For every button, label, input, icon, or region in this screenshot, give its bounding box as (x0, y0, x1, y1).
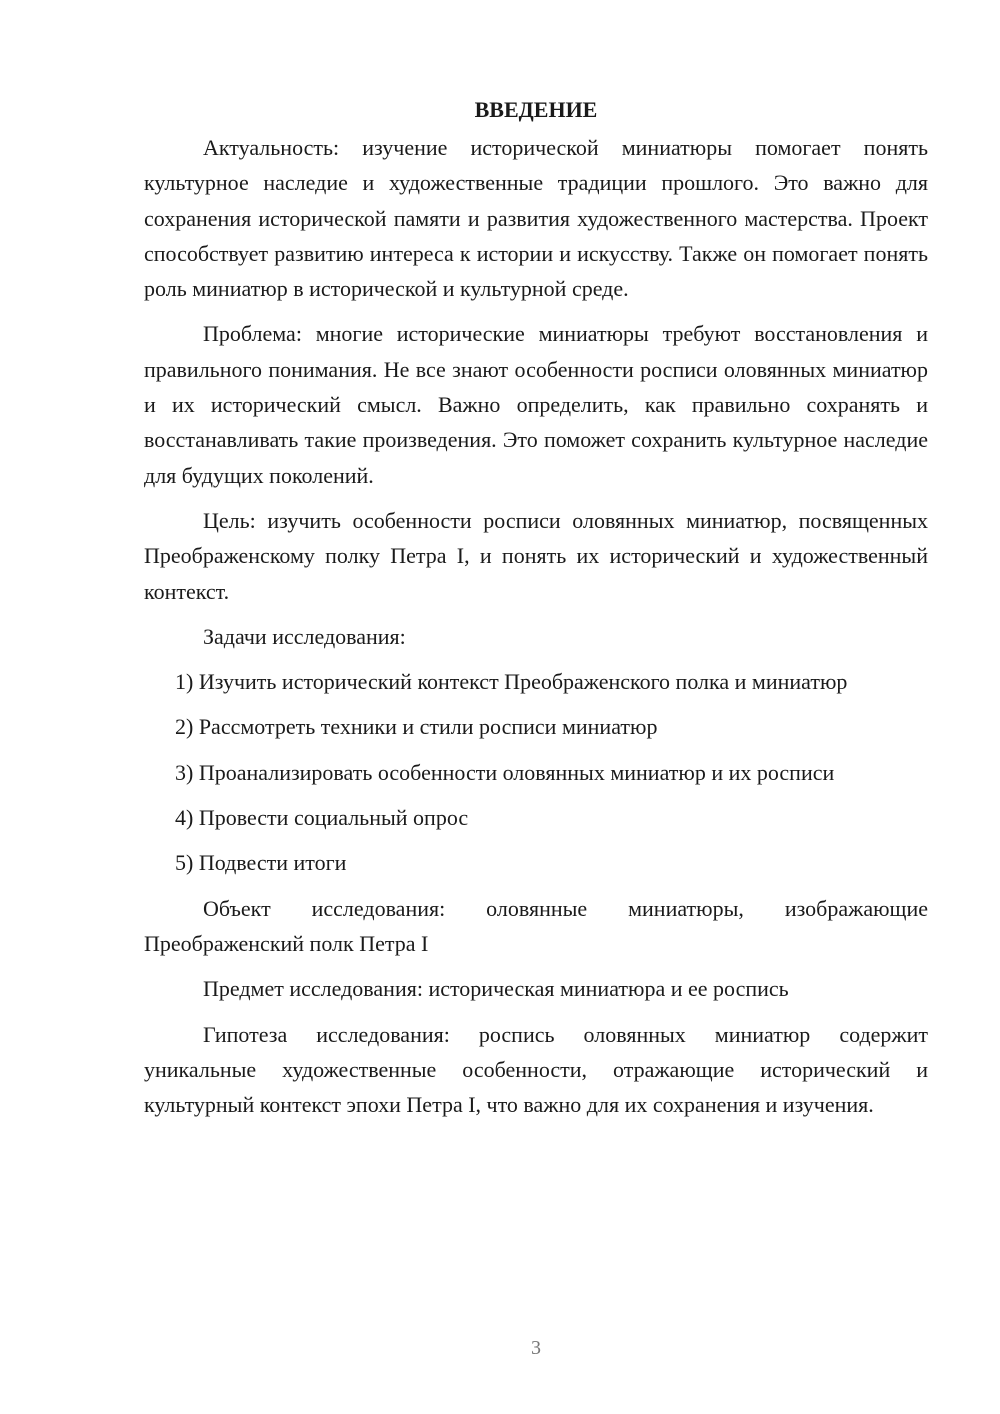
page-content (144, 92, 928, 1122)
hypothesis-paragraph: Гипотеза исследования: роспись оловянных миниатюр содержит уникальные художественные особенности, отражающие исторический и культурный контекст эпохи Петра I, что важно для их сохранения и изучения. (144, 1021, 928, 1118)
goal-paragraph: Цель: изучить особенности росписи оловянных миниатюр, посвященных Преображенскому полку Петра I, и понять их исторический и художественный контекст. (144, 507, 928, 604)
task-item-5: 5) Подвести итоги (175, 850, 347, 876)
problem-paragraph: Проблема: многие исторические миниатюры требуют восстановления и правильного понимания. Не все знают особенности росписи оловянных миниатюр и их исторический смысл. Важно определить, как правильно сохранять и восстанавливать такие произведения. Это поможет сохранить культурное наследие для будущих поколений. (144, 321, 928, 488)
task-item-2: 2) Рассмотреть техники и стили росписи миниатюр (175, 714, 658, 740)
task-item-1: 1) Изучить исторический контекст Преображенского полка и миниатюр (175, 669, 848, 695)
object-paragraph: Объект исследования: оловянные миниатюры, изображающие Преображенский полк Петра I (144, 895, 928, 956)
tasks-heading: Задачи исследования: (203, 623, 406, 649)
subject-paragraph: Предмет исследования: историческая миниатюра и ее роспись (203, 976, 789, 1002)
page-number: 3 (531, 1337, 541, 1359)
task-item-3: 3) Проанализировать особенности оловянных миниатюр и их росписи (175, 759, 835, 785)
task-item-4: 4) Провести социальный опрос (175, 805, 469, 831)
relevance-paragraph: Актуальность: изучение исторической миниатюры помогает понять культурное наследие и художественные традиции прошлого. Это важно для сохранения исторической памяти и развития художественного мастерства. Проект способствует развитию интереса к истории и искусству. Также он помогает понять роль миниатюр в исторической и культурной среде. (144, 135, 928, 302)
section-title: ВВЕДЕНИЕ (474, 97, 598, 122)
